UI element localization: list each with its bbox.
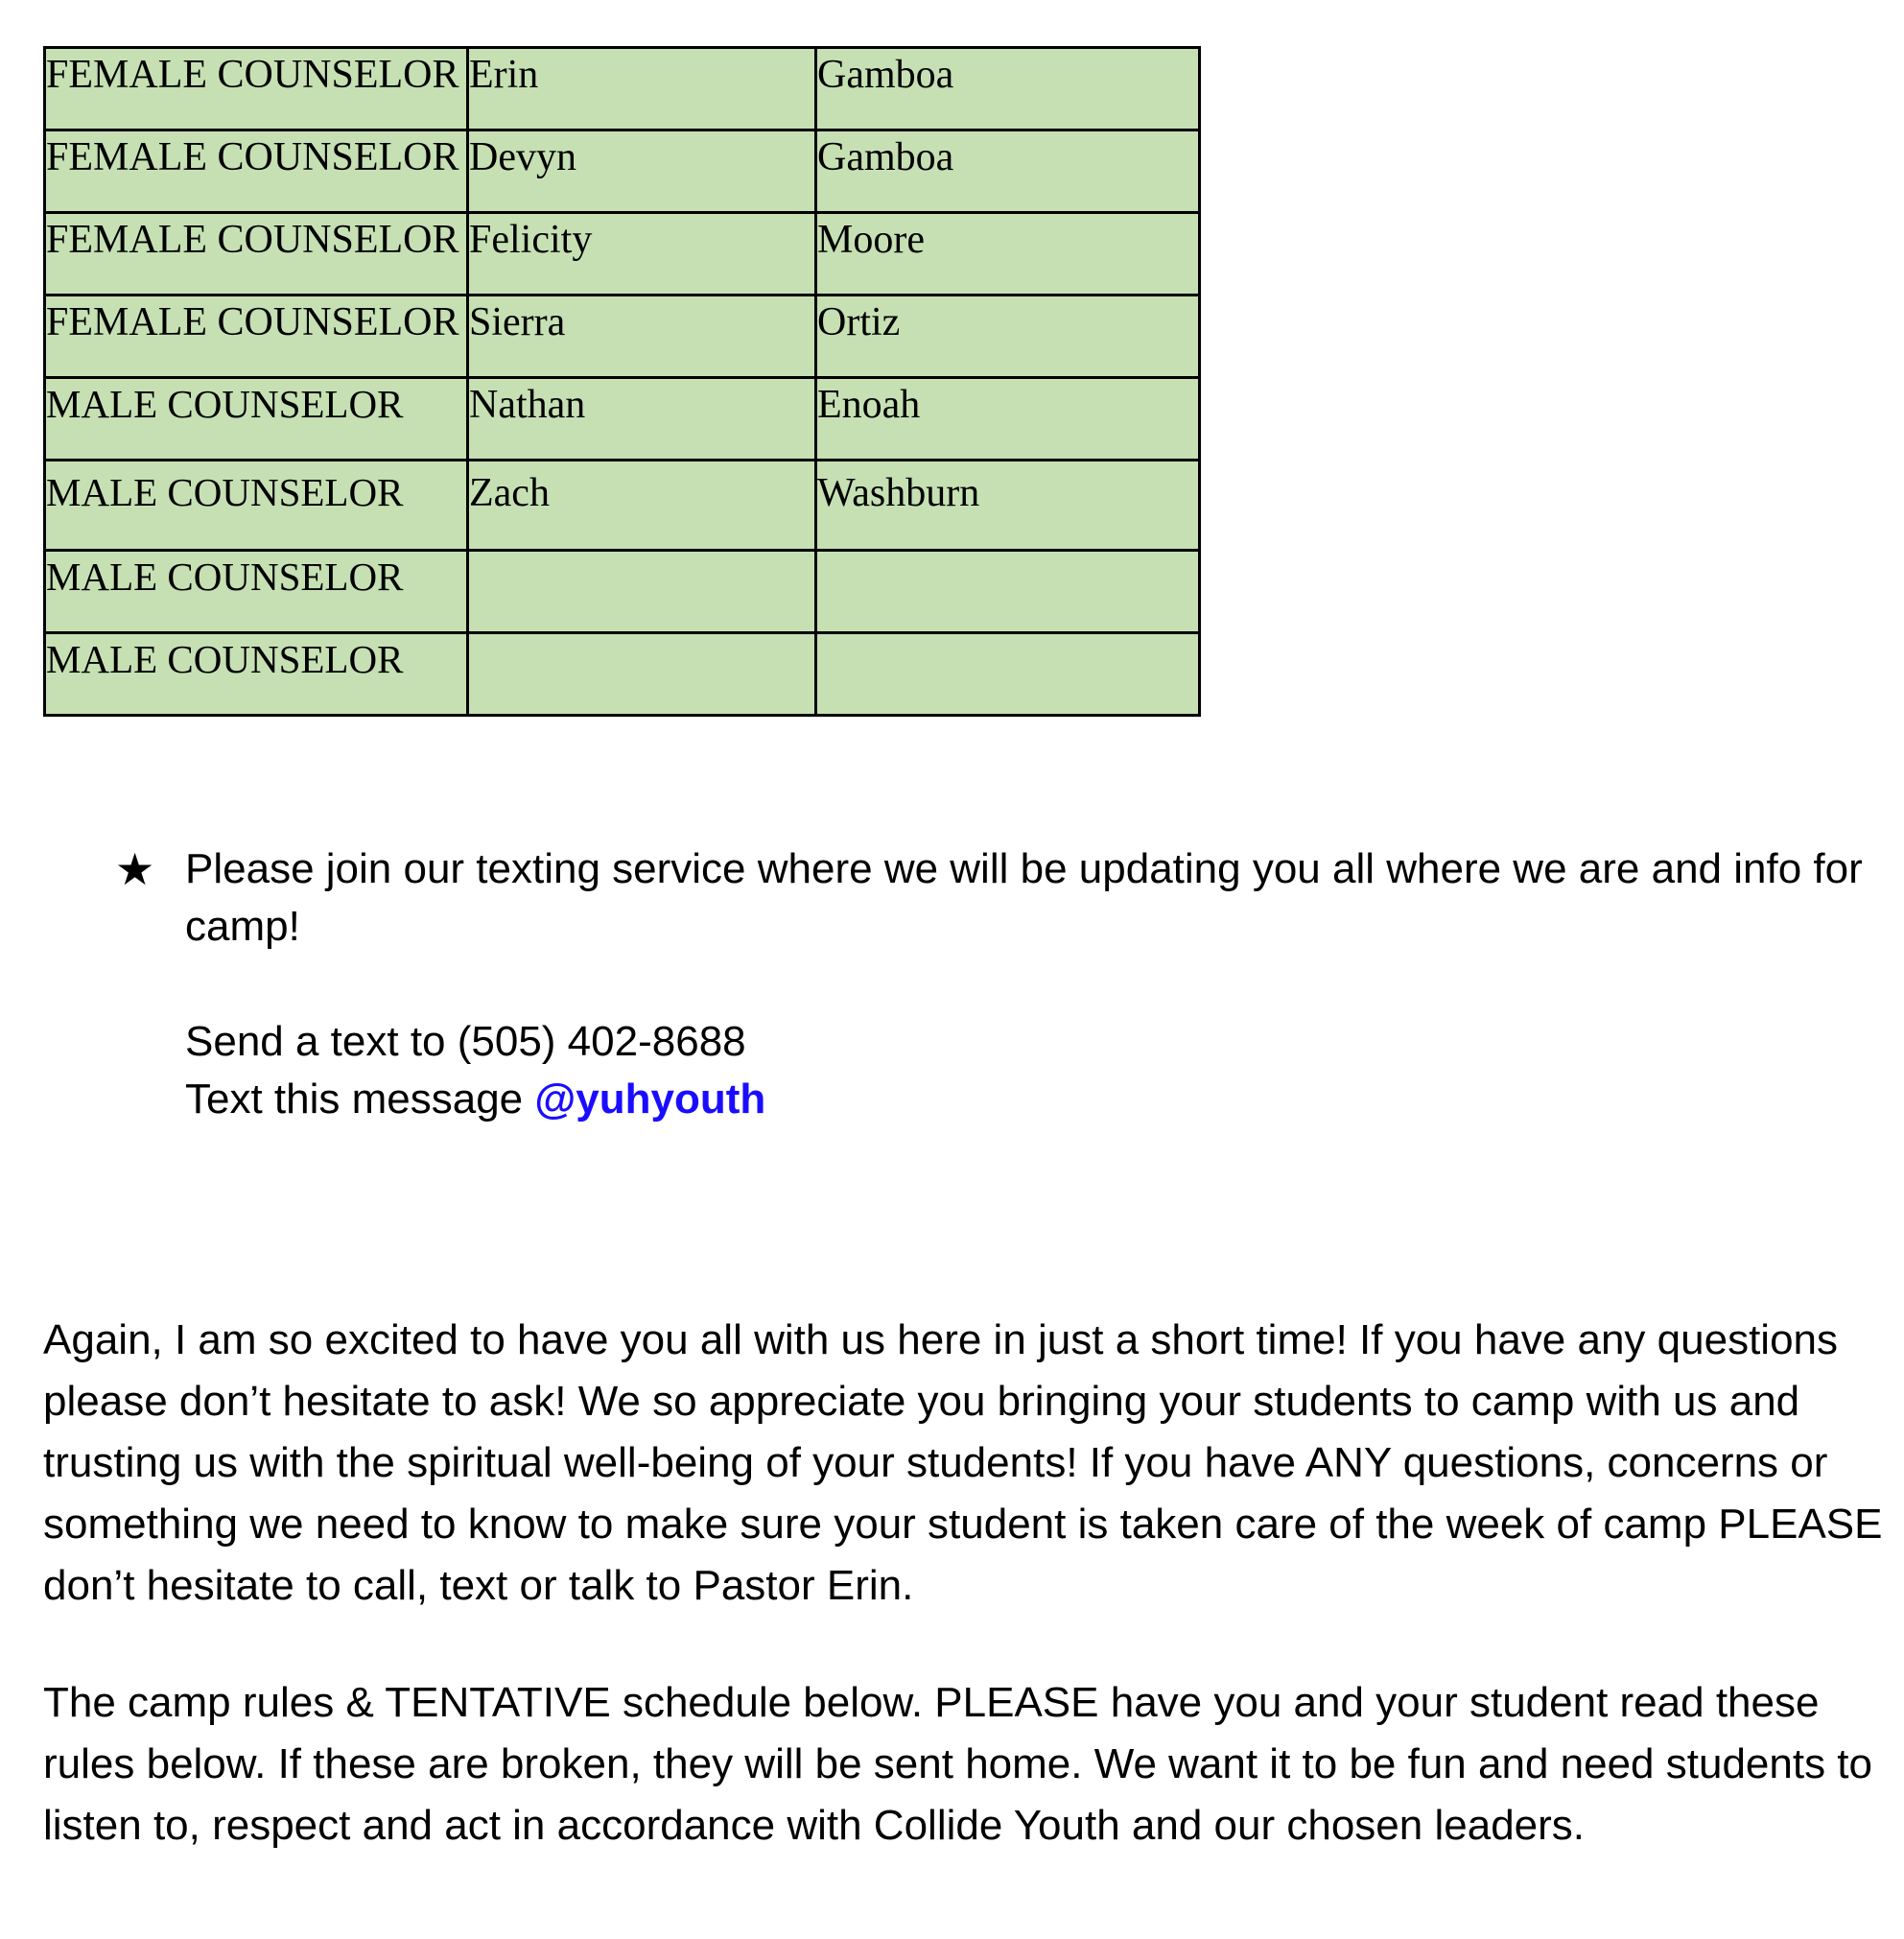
text-message-line xyxy=(185,1071,1883,1128)
last-name-cell xyxy=(816,551,1200,633)
first-name-cell: Sierra xyxy=(468,296,816,378)
yuhyouth-handle: @yuhyouth xyxy=(534,1076,766,1123)
counselor-table xyxy=(43,46,1201,717)
last-name-cell: Gamboa xyxy=(816,48,1200,130)
table-row xyxy=(45,48,1200,130)
first-name-cell: Zach xyxy=(468,461,816,551)
first-name-cell xyxy=(468,551,816,633)
table-row xyxy=(45,551,1200,633)
rules-paragraph: The camp rules & TENTATIVE schedule below. PLEASE have you and your student read these rules below. If these are broken, they will be sent home. We want it to be fun and need students to listen to, respect and act in accordance with Collide Youth and our chosen leaders. xyxy=(43,1679,1872,1849)
spacer xyxy=(185,956,1883,1013)
star-bullet-icon: ★ xyxy=(115,843,155,895)
last-name-cell: Moore xyxy=(816,213,1200,296)
table-row xyxy=(45,130,1200,213)
role-cell: FEMALE COUNSELOR xyxy=(45,130,468,213)
message-prefix: Text this message xyxy=(185,1076,535,1123)
table-row xyxy=(45,461,1200,551)
first-name-cell: Felicity xyxy=(468,213,816,296)
bullet-content xyxy=(185,840,1883,1128)
table-row xyxy=(45,378,1200,461)
role-cell: FEMALE COUNSELOR xyxy=(45,213,468,296)
last-name-cell: Washburn xyxy=(816,461,1200,551)
last-name-cell: Gamboa xyxy=(816,130,1200,213)
table-row xyxy=(45,296,1200,378)
table-row xyxy=(45,213,1200,296)
first-name-cell: Nathan xyxy=(468,378,816,461)
role-cell: MALE COUNSELOR xyxy=(45,551,468,633)
last-name-cell: Enoah xyxy=(816,378,1200,461)
first-name-cell: Devyn xyxy=(468,130,816,213)
last-name-cell xyxy=(816,633,1200,716)
texting-intro: Please join our texting service where we will be updating you all where we are and info for camp! xyxy=(185,845,1863,950)
texting-service-bullet xyxy=(115,840,1880,1128)
role-cell: FEMALE COUNSELOR xyxy=(45,48,468,130)
first-name-cell: Erin xyxy=(468,48,816,130)
table-row xyxy=(45,633,1200,716)
role-cell: MALE COUNSELOR xyxy=(45,633,468,716)
role-cell: MALE COUNSELOR xyxy=(45,461,468,551)
last-name-cell: Ortiz xyxy=(816,296,1200,378)
closing-paragraph: Again, I am so excited to have you all with us here in just a short time! If you have any questions please don’t hesitate to ask! We so appreciate you bringing your students to camp with us and trusting us with the spiritual well-being of your students! If you have ANY questions, concerns or something we need to know to make sure your student is taken care of the week of camp PLEASE don’t hesitate to call, text or talk to Pastor Erin. xyxy=(43,1316,1883,1609)
send-text-line: Send a text to (505) 402-8688 xyxy=(185,1018,746,1065)
role-cell: FEMALE COUNSELOR xyxy=(45,296,468,378)
role-cell: MALE COUNSELOR xyxy=(45,378,468,461)
first-name-cell xyxy=(468,633,816,716)
